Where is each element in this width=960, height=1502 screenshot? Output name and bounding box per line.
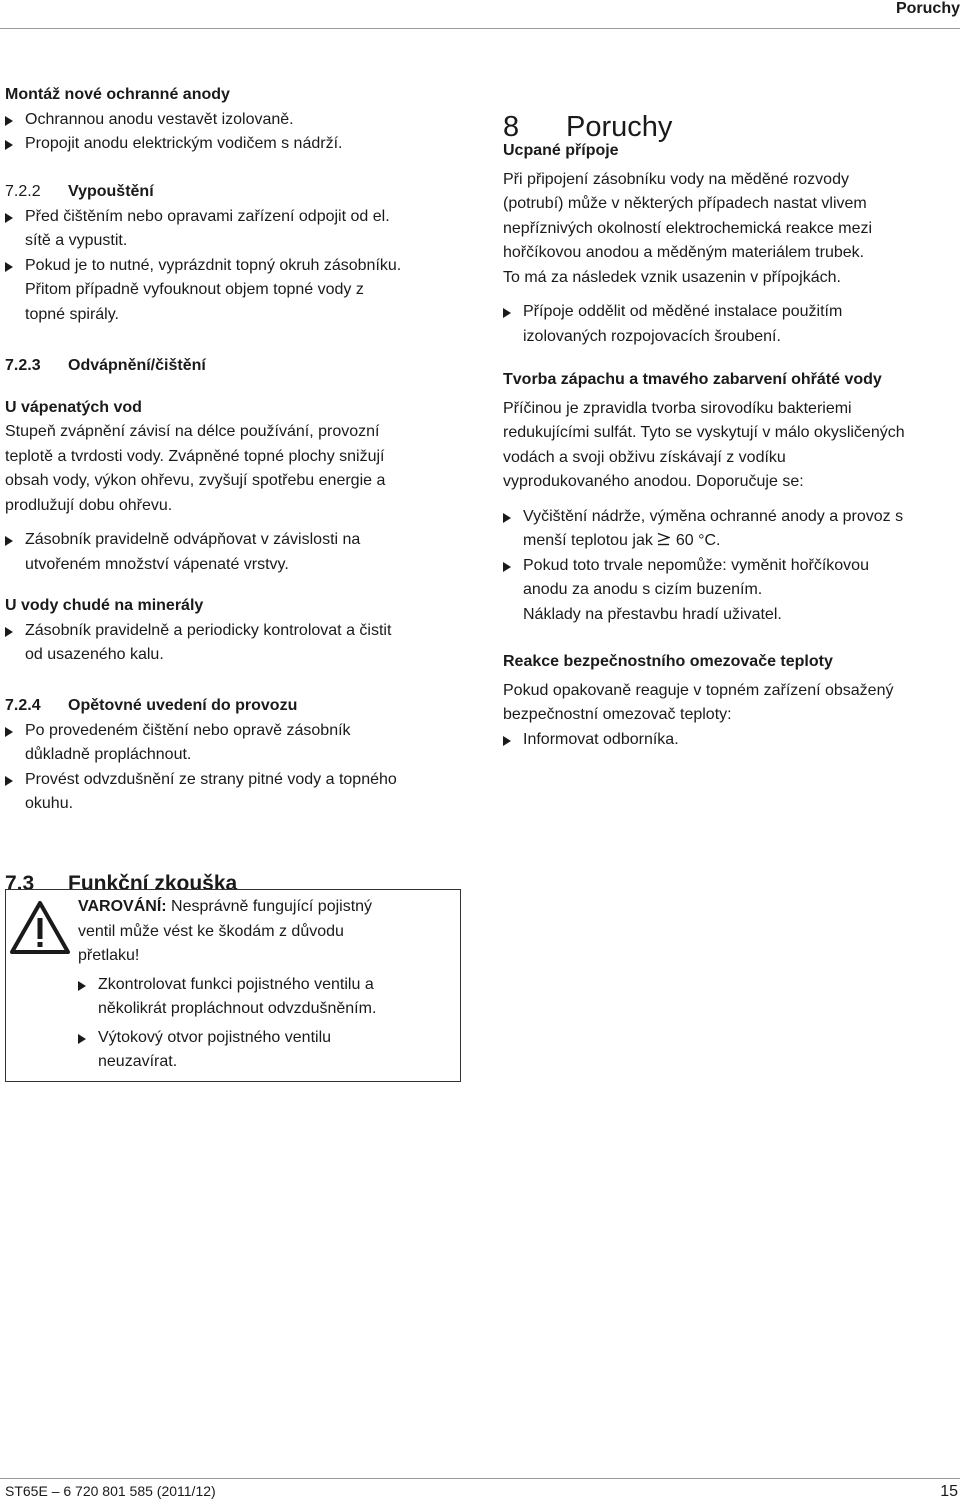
list-item: Propojit anodu elektrickým vodičem s nádrží. bbox=[5, 132, 470, 157]
clogged-connections-section bbox=[503, 139, 958, 349]
restart-section bbox=[5, 694, 470, 817]
warning-text: VAROVÁNÍ: Nesprávně fungující pojistný ventil může vést ke škodám z důvodu přetlaku! bbox=[78, 898, 373, 964]
warning-label: VAROVÁNÍ: bbox=[78, 898, 167, 915]
anode-heading: Montáž nové ochranné anody bbox=[5, 86, 230, 103]
list-item: Pokud je to nutné, vyprázdnit topný okruh zásobníku. Přitom případně vyfouknout objem topné vody z topné spirály. bbox=[5, 254, 470, 328]
bullet-icon bbox=[503, 736, 511, 746]
limiter-paragraph: Pokud opakovaně reaguje v topném zařízení obsažený bezpečnostní omezovač teploty: bbox=[503, 681, 894, 723]
running-header-title: Poruchy bbox=[895, 0, 960, 17]
anode-section bbox=[5, 83, 470, 157]
limiter-section bbox=[503, 650, 958, 752]
warning-body bbox=[78, 895, 448, 1075]
list-item: Výtokový otvor pojistného ventilu neuzavírat. bbox=[78, 1026, 448, 1075]
header-rule bbox=[0, 28, 960, 29]
odour-section bbox=[503, 368, 958, 627]
list-item: Přípoje oddělit od měděné instalace použitím izolovaných rozpojovacích šroubení. bbox=[503, 300, 958, 349]
bullet-icon bbox=[5, 140, 13, 150]
bullet-icon bbox=[5, 262, 13, 272]
list-item: Ochrannou anodu vestavět izolovaně. bbox=[5, 108, 470, 133]
chapter-title: Poruchy bbox=[566, 111, 673, 143]
clogged-heading: Ucpané přípoje bbox=[503, 142, 619, 159]
list-item: Informovat odborníka. bbox=[503, 728, 958, 753]
descale-paragraph: Stupeň zvápnění závisí na délce používání, provozní teplotě a tvrdosti vody. Zvápněné topné plochy snižují obsah vody, výkon ohřevu, zvyšují spotřebu energie a prodlužují dobu ohřevu. bbox=[5, 423, 386, 514]
odour-heading: Tvorba zápachu a tmavého zabarvení ohřáté vody bbox=[503, 371, 882, 388]
bullet-icon bbox=[5, 727, 13, 737]
bullet-icon bbox=[503, 308, 511, 318]
greater-equal-icon bbox=[657, 532, 670, 546]
subheading-mineral-poor: U vody chudé na minerály bbox=[5, 597, 204, 614]
limiter-heading: Reakce bezpečnostního omezovače teploty bbox=[503, 653, 833, 670]
list-item: Před čištěním nebo opravami zařízení odpojit od el. sítě a vypustit. bbox=[5, 205, 470, 254]
drain-heading: 7.2.2 Vypouštění bbox=[5, 183, 154, 200]
page-number: 15 bbox=[940, 1483, 958, 1500]
list-item: Zásobník pravidelně odvápňovat v závislosti na utvořeném množství vápenaté vrstvy. bbox=[5, 528, 470, 577]
list-item: Po provedeném čištění nebo opravě zásobník důkladně propláchnout. bbox=[5, 719, 470, 768]
footer-rule bbox=[0, 1478, 960, 1479]
bullet-icon bbox=[503, 513, 511, 523]
bullet-icon bbox=[5, 213, 13, 223]
chapter-number: 8 bbox=[503, 111, 520, 143]
bullet-icon bbox=[78, 981, 86, 991]
restart-heading: 7.2.4 Opětovné uvedení do provozu bbox=[5, 697, 298, 714]
bullet-icon bbox=[78, 1034, 86, 1044]
drain-section bbox=[5, 180, 470, 327]
function-test-heading: 7.3 Funkční zkouška bbox=[5, 872, 238, 895]
warning-triangle-icon bbox=[9, 900, 71, 956]
bullet-icon bbox=[5, 116, 13, 126]
bullet-icon bbox=[5, 536, 13, 546]
descale-heading: 7.2.3 Odvápnění/čištění bbox=[5, 357, 206, 374]
list-item: Zkontrolovat funkci pojistného ventilu a několikrát propláchnout odvzdušněním. bbox=[78, 973, 448, 1022]
list-item: Zásobník pravidelně a periodicky kontrolovat a čistit od usazeného kalu. bbox=[5, 619, 470, 668]
bullet-icon bbox=[5, 776, 13, 786]
warning-box bbox=[5, 889, 461, 1082]
odour-paragraph: Příčinou je zpravidla tvorba sirovodíku bakteriemi redukujícími sulfát. Tyto se vyskytují v málo okysličených vodách a svoji obživu získávají z vodíku vyprodukovaného anodou. Doporučuje se: bbox=[503, 399, 905, 490]
list-item: Provést odvzdušnění ze strany pitné vody a topného okuhu. bbox=[5, 768, 470, 817]
descale-section bbox=[5, 354, 470, 668]
clogged-paragraph: Při připojení zásobníku vody na měděné rozvody (potrubí) může v některých případech nastat vlivem nepříznivých okolností elektrochemická reakce mezi hořčíkovou anodou a měděným materiálem trubek. To má za následek vznik usazenin v přípojkách. bbox=[503, 170, 873, 286]
bullet-icon bbox=[503, 562, 511, 572]
bullet-icon bbox=[5, 627, 13, 637]
list-item: Vyčištění nádrže, výměna ochranné anody a provoz s menší teplotou jak 60 °C. bbox=[503, 505, 958, 554]
subheading-calcareous: U vápenatých vod bbox=[5, 398, 142, 416]
list-item: Pokud toto trvale nepomůže: vyměnit hořčíkovou anodu za anodu s cizím buzením. Náklady na přestavbu hradí uživatel. bbox=[503, 554, 958, 628]
footer-document-id: ST65E – 6 720 801 585 (2011/12) bbox=[5, 1483, 216, 1499]
